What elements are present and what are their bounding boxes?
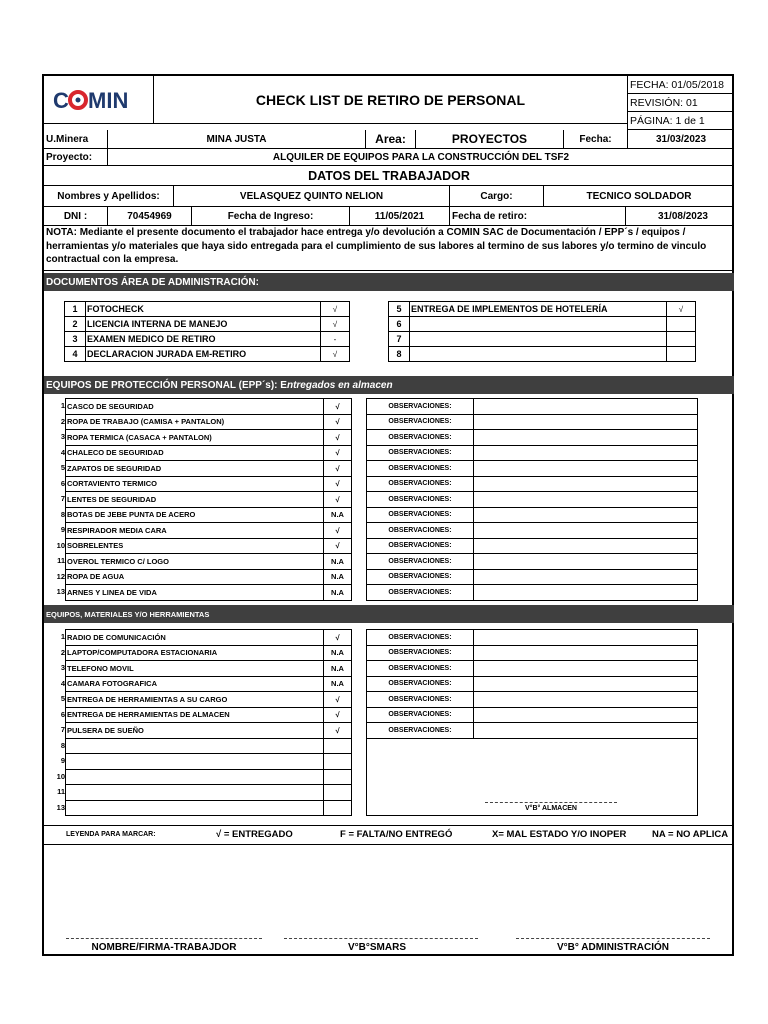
item-number: 10 xyxy=(56,771,65,781)
admin-sign-label: V°B° ADMINISTRACIÓN xyxy=(556,942,670,953)
worker-name-row xyxy=(44,186,734,207)
item-label: BOTAS DE JEBE PUNTA DE ACERO xyxy=(65,507,324,524)
cargo-value: TECNICO SOLDADOR xyxy=(586,190,692,202)
item-label: ROPA TERMICA (CASACA + PANTALON) xyxy=(65,429,324,446)
item-label: CORTAVIENTO TERMICO xyxy=(65,476,324,493)
item-label: ZAPATOS DE SEGURIDAD xyxy=(65,460,324,477)
observaciones-field[interactable] xyxy=(473,522,698,539)
ingreso-value: 11/05/2021 xyxy=(350,207,450,225)
item-check-mark[interactable]: √ xyxy=(323,691,352,708)
leyenda-mal: X= MAL ESTADO Y/O INOPER xyxy=(492,828,627,840)
documentos-bar: DOCUMENTOS ÁREA DE ADMINISTRACIÓN: xyxy=(44,273,734,291)
item-check-mark[interactable]: N.A xyxy=(323,569,352,586)
epp-bar xyxy=(44,376,734,394)
observaciones-label: OBSERVACIONES: xyxy=(366,538,474,555)
observaciones-field[interactable] xyxy=(473,429,698,446)
epp-title: EQUIPOS DE PROTECCIÓN PERSONAL (EPP´s): E xyxy=(46,379,287,391)
item-label: RESPIRADOR MEDIA CARA xyxy=(65,522,324,539)
item-label: TELEFONO MOVIL xyxy=(65,660,324,677)
observaciones-field[interactable] xyxy=(473,445,698,462)
item-check-mark[interactable] xyxy=(323,753,352,770)
observaciones-label: OBSERVACIONES: xyxy=(366,553,474,570)
observaciones-label: OBSERVACIONES: xyxy=(366,645,474,662)
checklist-sheet xyxy=(42,74,734,956)
observaciones-label: OBSERVACIONES: xyxy=(366,722,474,739)
smars-sign-label: V°B°SMARS xyxy=(347,942,406,953)
equipos-bar: EQUIPOS, MATERIALES Y/O HERRAMIENTAS xyxy=(44,605,734,623)
doc-check-mark[interactable]: - xyxy=(320,331,350,347)
item-check-mark[interactable]: √ xyxy=(323,722,352,739)
observaciones-field[interactable] xyxy=(473,553,698,570)
proyecto-row xyxy=(44,149,734,166)
observaciones-label: OBSERVACIONES: xyxy=(366,629,474,646)
item-label: CHALECO DE SEGURIDAD xyxy=(65,445,324,462)
item-check-mark[interactable]: √ xyxy=(323,460,352,477)
observaciones-field[interactable] xyxy=(473,398,698,415)
observaciones-label: OBSERVACIONES: xyxy=(366,507,474,524)
worker-section-title: DATOS DEL TRABAJADOR xyxy=(44,166,734,186)
item-number: 2 xyxy=(60,416,65,426)
item-check-mark[interactable]: N.A xyxy=(323,676,352,693)
item-check-mark[interactable]: √ xyxy=(323,398,352,415)
equipos-table xyxy=(44,629,734,817)
header-revision: REVISIÓN: 01 xyxy=(628,94,734,112)
item-label: ROPA DE AGUA xyxy=(65,569,324,586)
doc-number: 5 xyxy=(388,301,410,317)
observaciones-label: OBSERVACIONES: xyxy=(366,414,474,431)
item-label: LAPTOP/COMPUTADORA ESTACIONARIA xyxy=(65,645,324,662)
logo-cell xyxy=(44,76,154,124)
item-check-mark[interactable]: √ xyxy=(323,491,352,508)
doc-label: DECLARACION JURADA EM-RETIRO xyxy=(85,346,321,362)
svg-text:C: C xyxy=(52,87,69,112)
observaciones-field[interactable] xyxy=(473,629,698,646)
item-label: CASCO DE SEGURIDAD xyxy=(65,398,324,415)
item-number: 4 xyxy=(60,678,65,688)
observaciones-field[interactable] xyxy=(473,691,698,708)
item-number: 9 xyxy=(60,525,65,535)
item-label xyxy=(65,769,324,786)
item-label: CAMARA FOTOGRAFICA xyxy=(65,676,324,693)
item-check-mark[interactable]: √ xyxy=(323,414,352,431)
item-check-mark[interactable]: N.A xyxy=(323,553,352,570)
item-check-mark[interactable]: √ xyxy=(323,522,352,539)
item-number: 7 xyxy=(60,725,65,735)
doc-check-mark[interactable]: √ xyxy=(320,316,350,332)
item-number: 1 xyxy=(60,401,65,411)
worker-dni-row xyxy=(44,207,734,226)
doc-label: EXAMEN MEDICO DE RETIRO xyxy=(85,331,321,347)
epp-title-italic: ntregados en almacen xyxy=(286,379,393,391)
item-number: 11 xyxy=(57,787,65,797)
documentos-right-list xyxy=(388,301,698,361)
item-label: ROPA DE TRABAJO (CAMISA + PANTALON) xyxy=(65,414,324,431)
item-check-mark[interactable]: √ xyxy=(323,445,352,462)
item-label xyxy=(65,784,324,801)
nombre-label: Nombres y Apellidos: xyxy=(44,186,174,206)
observaciones-field[interactable] xyxy=(473,676,698,693)
observaciones-label: OBSERVACIONES: xyxy=(366,676,474,693)
item-number: 11 xyxy=(57,556,65,566)
item-check-mark[interactable] xyxy=(323,769,352,786)
observaciones-label: OBSERVACIONES: xyxy=(366,522,474,539)
document-title: CHECK LIST DE RETIRO DE PERSONAL xyxy=(154,76,628,124)
item-label: PULSERA DE SUEÑO xyxy=(65,722,324,739)
doc-check-mark[interactable]: √ xyxy=(320,301,350,317)
observaciones-field[interactable] xyxy=(473,584,698,601)
header-pagina: PÁGINA: 1 de 1 xyxy=(628,112,734,130)
item-number: 2 xyxy=(60,647,65,657)
item-number: 6 xyxy=(60,478,65,488)
header-fecha: FECHA: 01/05/2018 xyxy=(628,76,734,94)
cargo-label: Cargo: xyxy=(450,186,544,206)
ingreso-label: Fecha de Ingreso: xyxy=(192,207,350,225)
observaciones-label: OBSERVACIONES: xyxy=(366,491,474,508)
item-number: 5 xyxy=(60,694,65,704)
observaciones-field[interactable] xyxy=(473,460,698,477)
observaciones-field[interactable] xyxy=(473,722,698,739)
item-check-mark[interactable]: √ xyxy=(323,476,352,493)
item-check-mark[interactable] xyxy=(323,800,352,817)
doc-label: LICENCIA INTERNA DE MANEJO xyxy=(85,316,321,332)
item-number: 8 xyxy=(60,509,65,519)
observaciones-label: OBSERVACIONES: xyxy=(366,476,474,493)
item-label: RADIO DE COMUNICACIÓN xyxy=(65,629,324,646)
doc-number: 7 xyxy=(388,331,410,347)
leyenda-entregado: √ = ENTREGADO xyxy=(216,828,293,840)
comin-logo xyxy=(53,88,145,112)
item-check-mark[interactable]: √ xyxy=(323,538,352,555)
observaciones-label: OBSERVACIONES: xyxy=(366,584,474,601)
doc-check-mark[interactable] xyxy=(666,316,696,332)
doc-number: 1 xyxy=(64,301,86,317)
item-check-mark[interactable]: N.A xyxy=(323,645,352,662)
doc-check-mark[interactable]: √ xyxy=(666,301,696,317)
item-check-mark[interactable]: √ xyxy=(323,429,352,446)
observaciones-label: OBSERVACIONES: xyxy=(366,460,474,477)
item-label: SOBRELENTES xyxy=(65,538,324,555)
item-check-mark[interactable]: N.A xyxy=(323,507,352,524)
item-number: 6 xyxy=(60,709,65,719)
item-label xyxy=(65,800,324,817)
leyenda-label: LEYENDA PARA MARCAR: xyxy=(66,830,156,838)
item-label xyxy=(65,738,324,755)
almacen-sign-label: V°B° ALMACEN xyxy=(524,805,577,812)
doc-label: FOTOCHECK xyxy=(85,301,321,317)
area-value: PROYECTOS xyxy=(416,130,564,148)
item-number: 4 xyxy=(60,447,65,457)
documentos-left-list xyxy=(64,301,354,361)
doc-number: 8 xyxy=(388,346,410,362)
item-check-mark[interactable]: N.A xyxy=(323,660,352,677)
doc-number: 2 xyxy=(64,316,86,332)
item-label: LENTES DE SEGURIDAD xyxy=(65,491,324,508)
proyecto-label: Proyecto: xyxy=(44,149,108,165)
uminera-label: U.Minera xyxy=(44,130,108,148)
minera-row xyxy=(44,130,734,149)
item-check-mark[interactable] xyxy=(323,738,352,755)
item-number: 13 xyxy=(56,802,65,812)
observaciones-field[interactable] xyxy=(473,414,698,431)
fecha-value: 31/03/2023 xyxy=(655,133,707,145)
item-number: 3 xyxy=(60,663,65,673)
item-check-mark[interactable]: N.A xyxy=(323,584,352,601)
dni-value: 70454969 xyxy=(108,207,192,225)
fecha-label: Fecha: xyxy=(564,130,628,148)
observaciones-label: OBSERVACIONES: xyxy=(366,707,474,724)
item-label: OVEROL TERMICO C/ LOGO xyxy=(65,553,324,570)
item-label: ENTREGA DE HERRAMIENTAS DE ALMACEN xyxy=(65,707,324,724)
item-number: 8 xyxy=(60,740,65,750)
doc-check-mark[interactable] xyxy=(666,346,696,362)
observaciones-field[interactable] xyxy=(473,660,698,677)
doc-label: ENTREGA DE IMPLEMENTOS DE HOTELERÍA xyxy=(409,301,667,317)
item-number: 1 xyxy=(60,632,65,642)
item-number: 10 xyxy=(56,540,65,550)
dni-label: DNI : xyxy=(44,207,108,225)
retiro-value: 31/08/2023 xyxy=(657,210,708,222)
item-number: 5 xyxy=(60,463,65,473)
observaciones-label: OBSERVACIONES: xyxy=(366,691,474,708)
item-check-mark[interactable]: √ xyxy=(323,707,352,724)
item-number: 3 xyxy=(60,432,65,442)
area-label: Area: xyxy=(366,130,416,148)
doc-check-mark[interactable]: √ xyxy=(320,346,350,362)
observaciones-field[interactable] xyxy=(473,507,698,524)
svg-text:MIN: MIN xyxy=(87,87,128,112)
trabajador-sign-line xyxy=(66,938,262,939)
observaciones-label: OBSERVACIONES: xyxy=(366,429,474,446)
observaciones-label: OBSERVACIONES: xyxy=(366,398,474,415)
doc-label xyxy=(409,331,667,347)
item-label xyxy=(65,753,324,770)
item-number: 9 xyxy=(60,756,65,766)
item-label: ENTREGA DE HERRAMIENTAS A SU CARGO xyxy=(65,691,324,708)
proyecto-value: ALQUILER DE EQUIPOS PARA LA CONSTRUCCIÓN DEL TSF2 xyxy=(272,151,570,163)
retiro-label: Fecha de retiro: xyxy=(450,207,626,225)
trabajador-sign-label: NOMBRE/FIRMA-TRABAJDOR xyxy=(91,942,237,953)
nombre-value: VELASQUEZ QUINTO NELION xyxy=(174,186,450,206)
item-number: 7 xyxy=(60,494,65,504)
epp-table xyxy=(44,398,734,602)
leyenda-falta: F = FALTA/NO ENTREGÓ xyxy=(340,828,453,840)
observaciones-field[interactable] xyxy=(473,707,698,724)
doc-label xyxy=(409,316,667,332)
nota-text: NOTA: Mediante el presente documento el trabajador hace entrega y/o devolución a COMIN SAC de Documentación / EPP´s / equipos / herramientas y/o materiales que haya sido entregada para el cumplimiento de sus labores al termino de sus labores y/o termino de vinculo contractual con la empresa. xyxy=(44,226,734,271)
almacen-sign-line xyxy=(485,802,617,803)
doc-number: 6 xyxy=(388,316,410,332)
doc-label xyxy=(409,346,667,362)
observaciones-label: OBSERVACIONES: xyxy=(366,569,474,586)
smars-sign-line xyxy=(284,938,478,939)
observaciones-field[interactable] xyxy=(473,476,698,493)
observaciones-field[interactable] xyxy=(473,645,698,662)
item-label: ARNES Y LINEA DE VIDA xyxy=(65,584,324,601)
observaciones-label: OBSERVACIONES: xyxy=(366,445,474,462)
admin-sign-line xyxy=(516,938,710,939)
observaciones-field[interactable] xyxy=(473,538,698,555)
doc-number: 3 xyxy=(64,331,86,347)
observaciones-field[interactable] xyxy=(473,569,698,586)
item-number: 13 xyxy=(56,587,65,597)
observaciones-field[interactable] xyxy=(473,491,698,508)
doc-check-mark[interactable] xyxy=(666,331,696,347)
item-check-mark[interactable]: √ xyxy=(323,629,352,646)
doc-number: 4 xyxy=(64,346,86,362)
leyenda-row xyxy=(44,825,734,845)
item-check-mark[interactable] xyxy=(323,784,352,801)
leyenda-na: NA = NO APLICA xyxy=(652,828,729,840)
observaciones-label: OBSERVACIONES: xyxy=(366,660,474,677)
item-number: 12 xyxy=(56,571,65,581)
uminera-value: MINA JUSTA xyxy=(108,130,366,148)
